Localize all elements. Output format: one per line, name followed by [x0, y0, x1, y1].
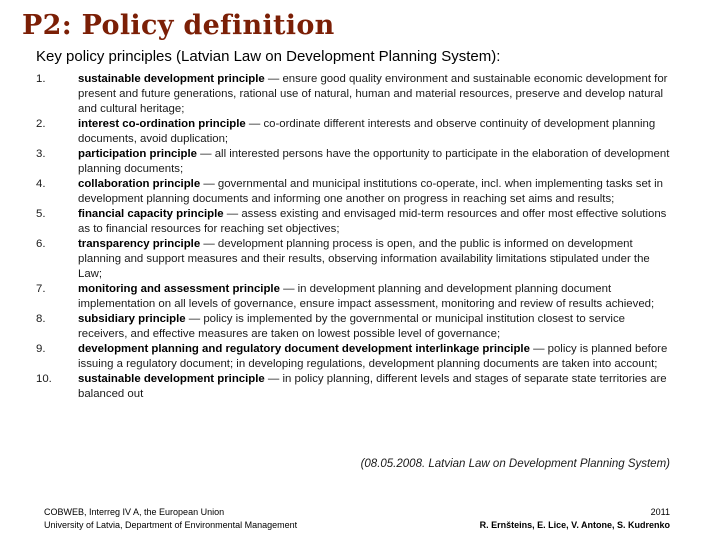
principle-item: [36, 342, 676, 372]
principle-item: [36, 282, 676, 312]
principle-text: — in policy planning, different levels and stages of separate state territories are balanced out: [78, 373, 667, 400]
principle-text: — governmental and municipal institutions co-operate, incl. when implementing tasks set in development planning documents and informing one another on progress in reaching set aims and results;: [78, 178, 663, 205]
principle-item: [36, 372, 676, 402]
principle-term: collaboration principle: [78, 178, 201, 190]
principle-number: 1.: [36, 73, 46, 85]
principles-list: [36, 72, 676, 402]
principle-item: [36, 72, 676, 117]
principle-number: 10.: [36, 373, 52, 385]
principle-text: — all interested persons have the opportunity to participate in the elaboration of development planning documents;: [78, 148, 670, 175]
footer-project: COBWEB, Interreg IV A, the European Union: [44, 507, 225, 517]
principle-text: — in development planning and development planning document implementation on all levels of governance, ensure impact assessment, monitoring and review of results achieved;: [78, 283, 655, 310]
principle-number: 8.: [36, 313, 46, 325]
principle-number: 2.: [36, 118, 46, 130]
principle-text: — development planning process is open, and the public is informed on development planning and support measures and their results, observing information availability limitations stipulated under the Law;: [78, 238, 650, 280]
principle-number: 4.: [36, 178, 46, 190]
principle-item: [36, 177, 676, 207]
principle-term: monitoring and assessment principle: [78, 283, 280, 295]
principle-term: subsidiary principle: [78, 313, 186, 325]
principle-term: development planning and regulatory document development interlinkage principle: [78, 343, 530, 355]
principle-item: [36, 147, 676, 177]
principle-term: sustainable development principle: [78, 373, 265, 385]
footer-institution: University of Latvia, Department of Environmental Management: [44, 520, 298, 530]
principle-term: transparency principle: [78, 238, 201, 250]
slide-subtitle: Key policy principles (Latvian Law on Development Planning System):: [36, 48, 501, 65]
footer-authors: R. Ernšteins, E. Lice, V. Antone, S. Kudrenko: [479, 520, 670, 530]
principle-number: 3.: [36, 148, 46, 160]
principle-item: [36, 237, 676, 282]
principle-term: interest co-ordination principle: [78, 118, 246, 130]
principle-term: sustainable development principle: [78, 73, 265, 85]
footer-left: [44, 506, 297, 532]
principle-number: 6.: [36, 238, 46, 250]
source-citation: (08.05.2008. Latvian Law on Development Planning System): [360, 458, 670, 470]
footer-right: [480, 506, 670, 532]
principle-text: — assess existing and envisaged mid-term resources and offer most effective solutions as to financial resources for reaching set objectives;: [78, 208, 667, 235]
principle-text: — ensure good quality environment and sustainable economic development for present and future generations, rational use of natural, human and material resources, preserve and develop natural and cultural heritage;: [78, 73, 668, 115]
principle-item: [36, 312, 676, 342]
principle-text: — co-ordinate different interests and observe continuity of development planning documents, avoid duplication;: [78, 118, 656, 145]
principle-term: financial capacity principle: [78, 208, 224, 220]
principle-term: participation principle: [78, 148, 197, 160]
slide-title: P2: Policy definition: [22, 10, 335, 41]
principle-item: [36, 207, 676, 237]
principle-number: 7.: [36, 283, 46, 295]
principle-number: 5.: [36, 208, 46, 220]
principle-text: — policy is planned before issuing a regulatory document; in developing regulations, development planning documents are taken into account;: [78, 343, 668, 370]
principle-item: [36, 117, 676, 147]
principle-text: — policy is implemented by the governmental or municipal institution closest to service receivers, and effective measures are taken on lowest possible level of governance;: [78, 313, 625, 340]
footer-year: 2011: [650, 507, 670, 517]
principle-number: 9.: [36, 343, 46, 355]
